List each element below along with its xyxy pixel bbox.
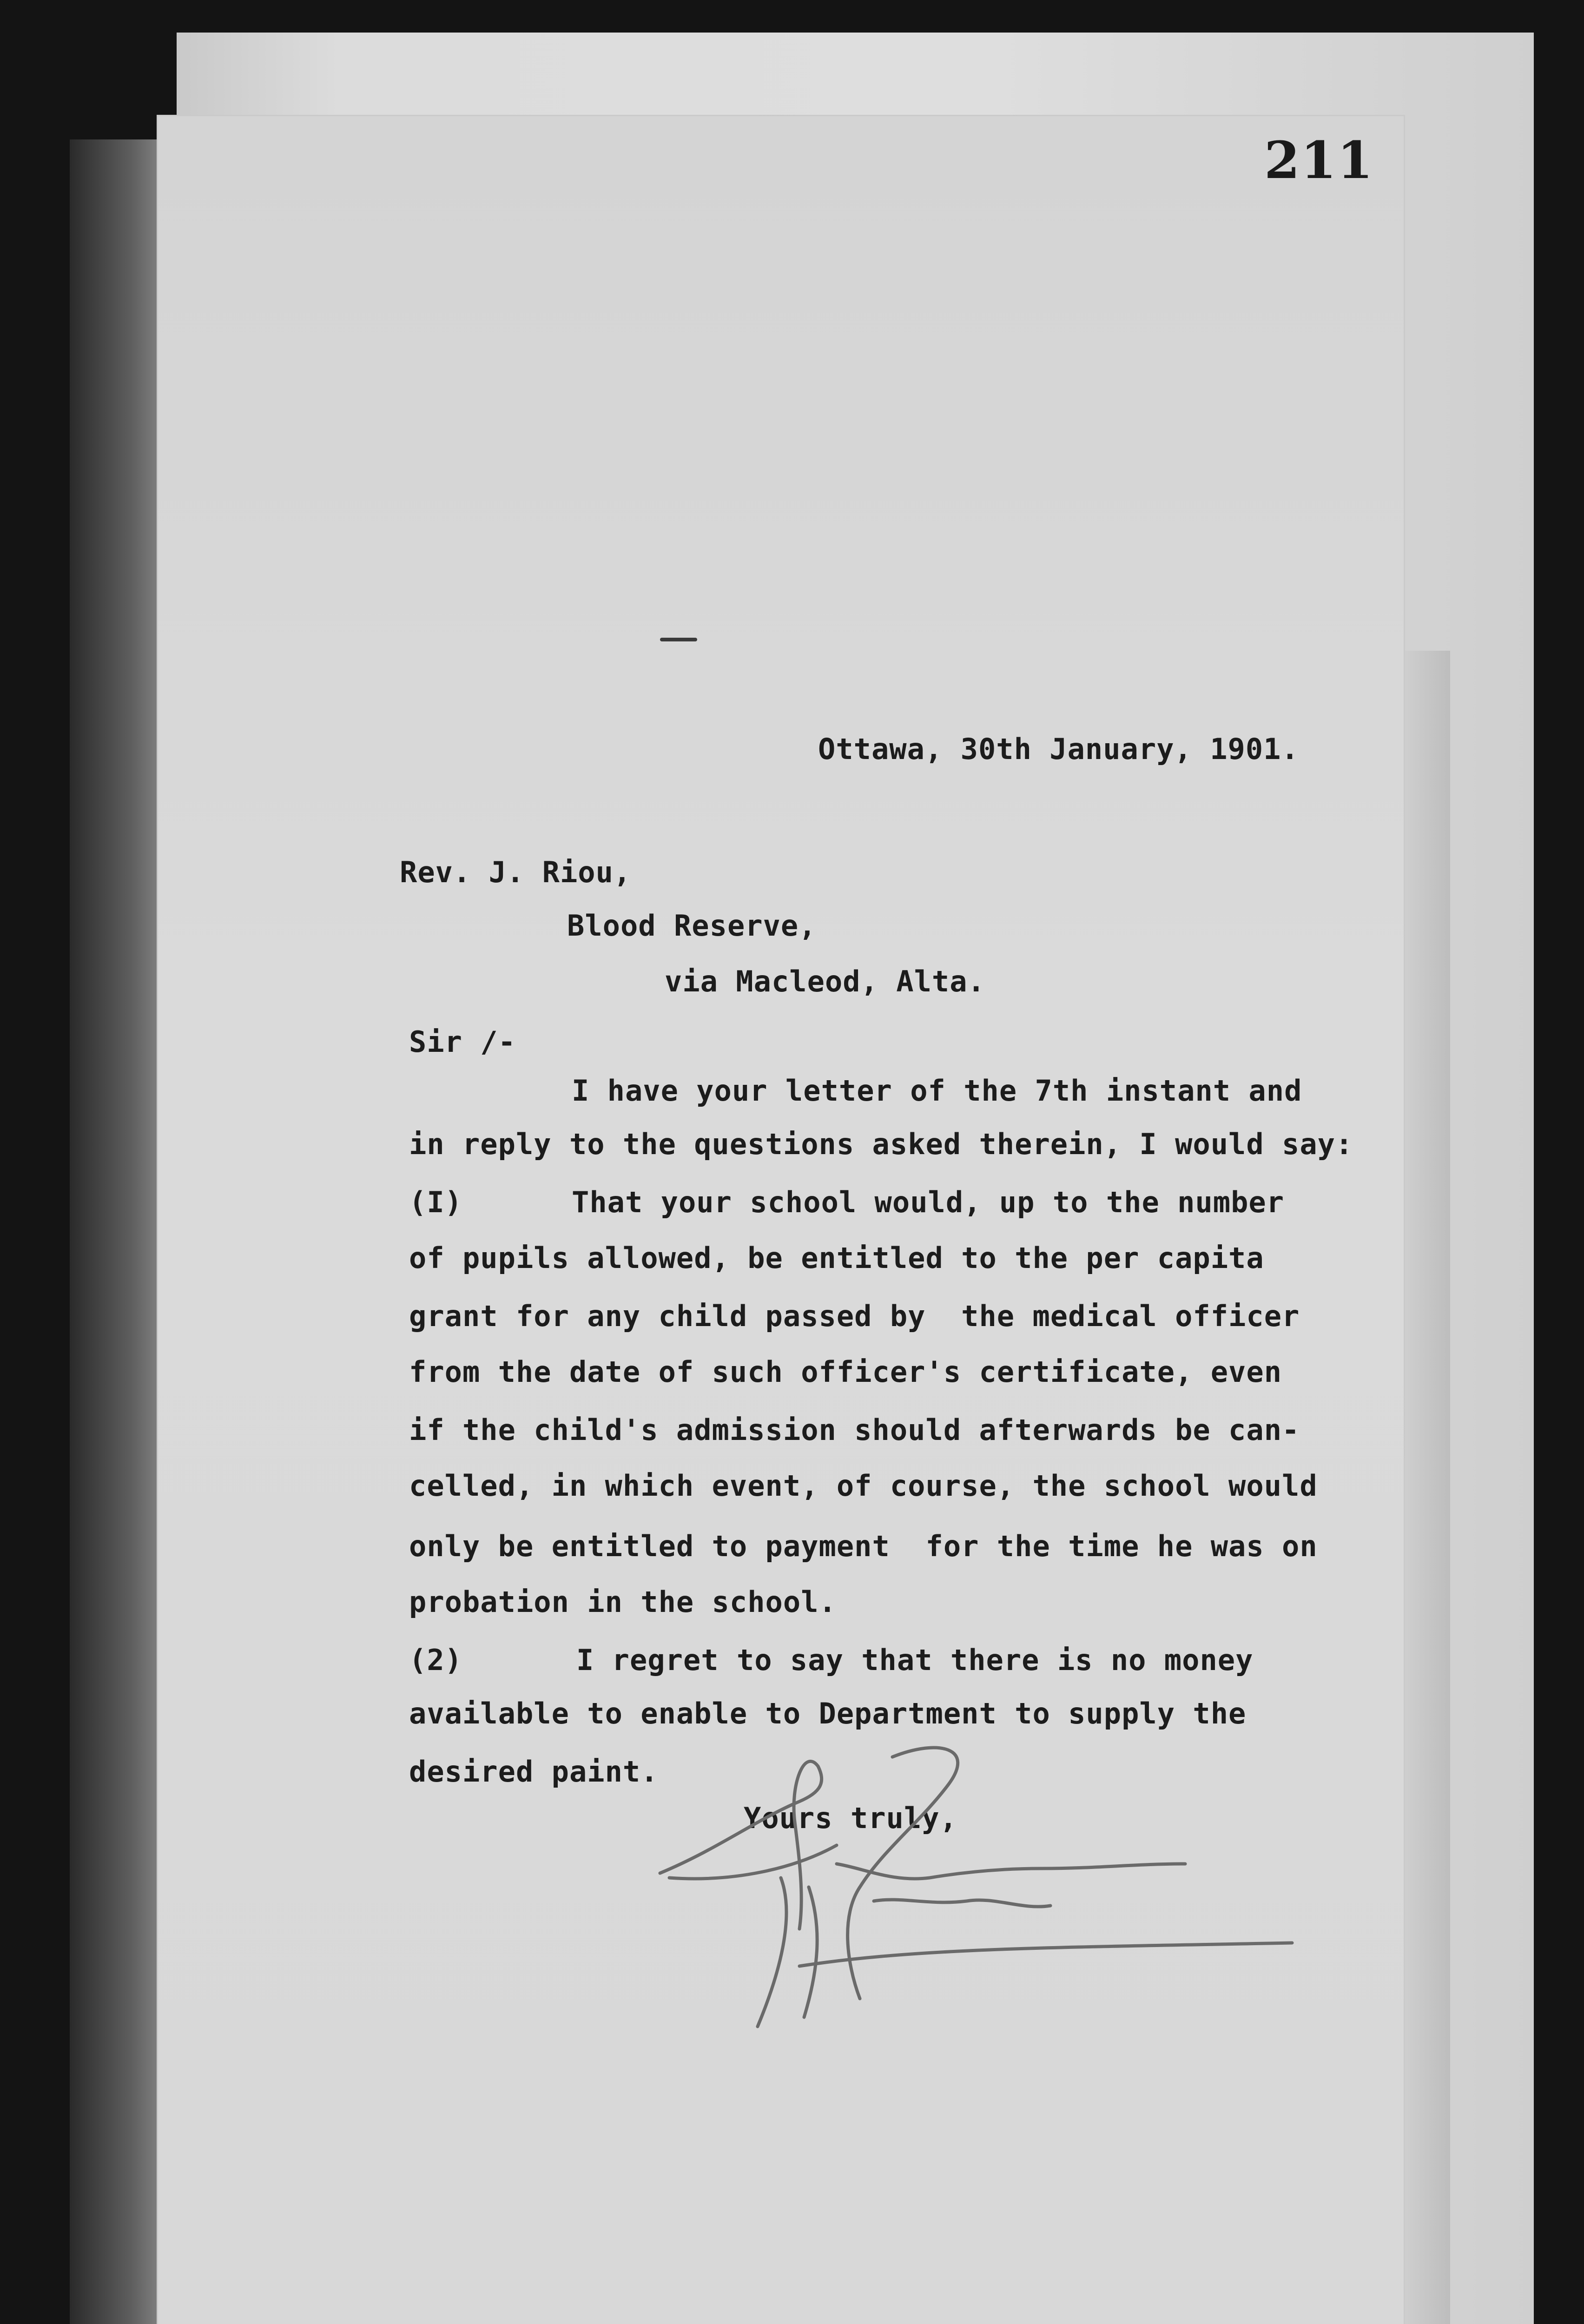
body-line: from the date of such officer's certificate, even <box>409 1355 1282 1389</box>
salutation: Sir /- <box>409 1025 516 1059</box>
closing: Yours truly, <box>744 1801 957 1835</box>
body-line: I have your letter of the 7th instant and <box>572 1074 1302 1108</box>
addressee-line-1: Blood Reserve, <box>567 909 817 943</box>
body-line: desired paint. <box>409 1755 659 1789</box>
body-line: of pupils allowed, be entitled to the per capita <box>409 1241 1264 1275</box>
body-line: I regret to say that there is no money <box>576 1643 1254 1677</box>
body-line: if the child's admission should afterwards be can- <box>409 1413 1300 1447</box>
body-line: celled, in which event, of course, the school would <box>409 1469 1318 1503</box>
body-line: only be entitled to payment for the time he was on <box>409 1529 1318 1563</box>
body-line: in reply to the questions asked therein, I would say: <box>409 1127 1353 1161</box>
item-2-marker: (2) <box>409 1643 462 1677</box>
item-1-marker: (I) <box>409 1185 462 1219</box>
body-line: available to enable to Department to supply the <box>409 1697 1247 1730</box>
handwritten-signature <box>641 1729 1348 2054</box>
body-line: grant for any child passed by the medical officer <box>409 1299 1300 1333</box>
body-line: That your school would, up to the number <box>572 1185 1285 1219</box>
page-number: 211 <box>1264 130 1374 190</box>
addressee-name: Rev. J. Riou, <box>400 855 632 889</box>
body-line: probation in the school. <box>409 1585 837 1619</box>
dash-mark <box>660 638 697 641</box>
date-line: Ottawa, 30th January, 1901. <box>818 732 1299 766</box>
addressee-line-2: via Macleod, Alta. <box>665 964 985 998</box>
sheet-shadow <box>1404 651 1450 2324</box>
